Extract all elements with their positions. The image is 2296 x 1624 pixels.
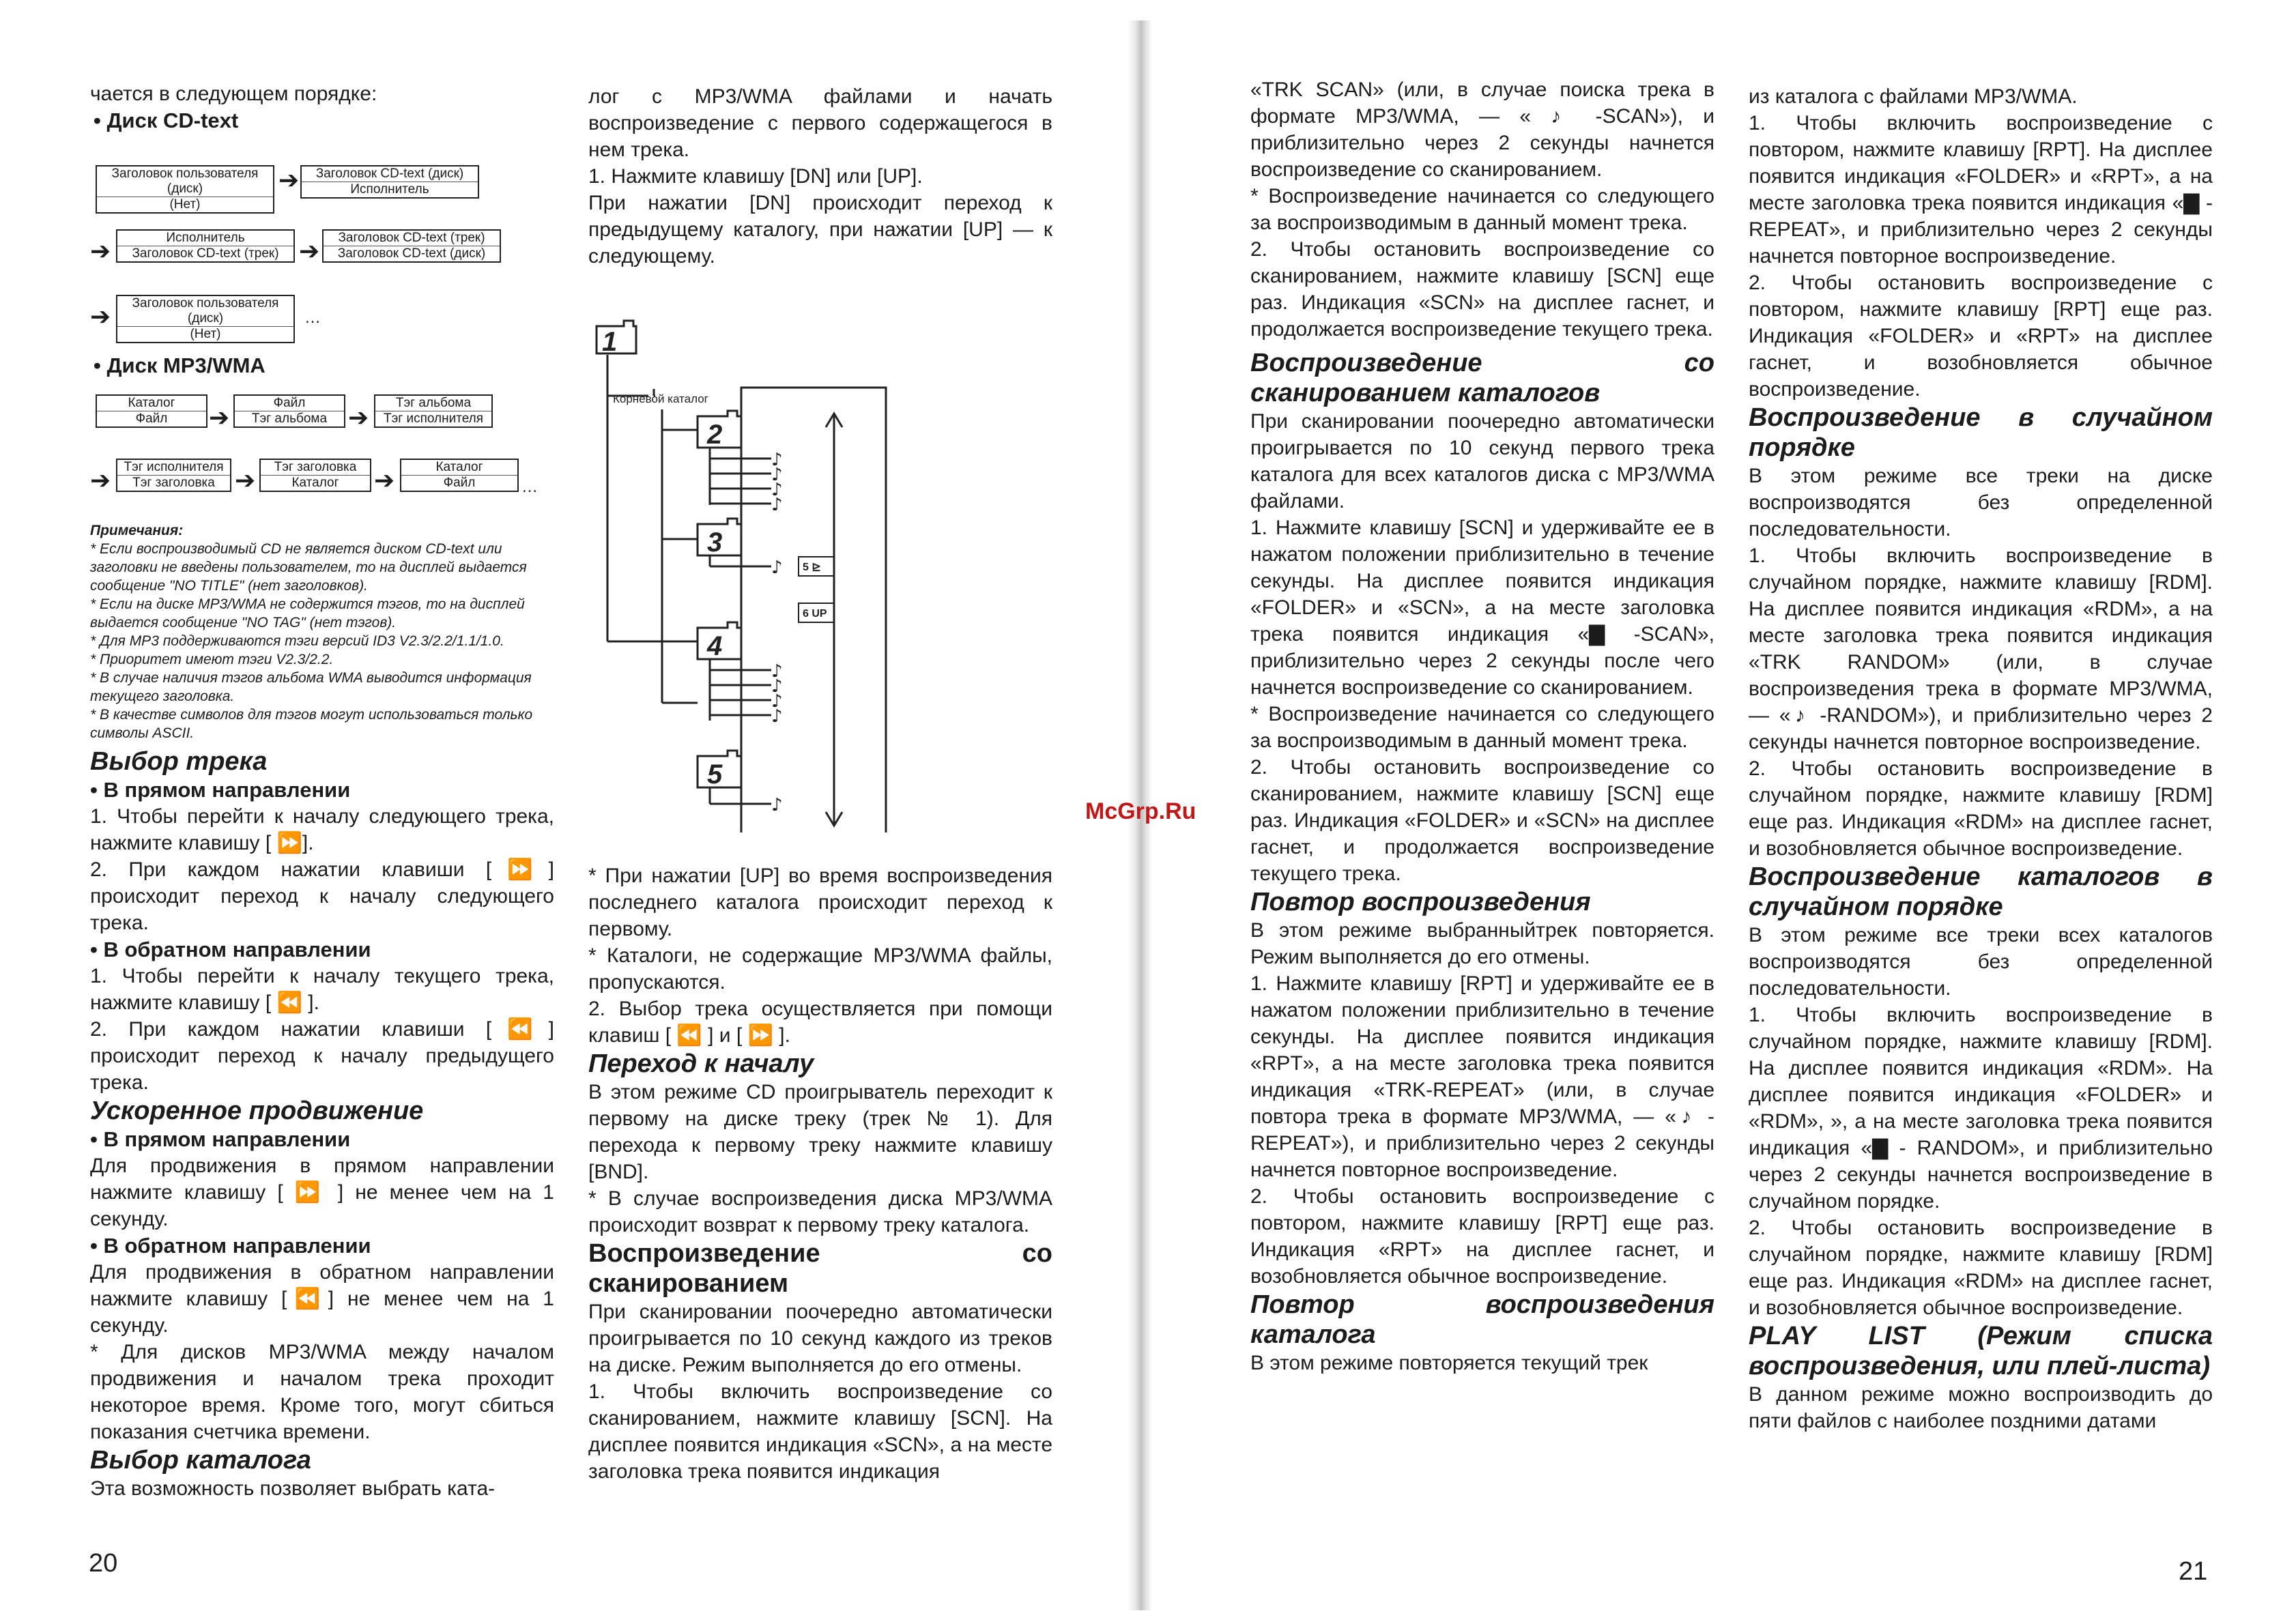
mp3-heading: • Диск MP3/WMA: [94, 353, 266, 377]
paragraph: * Каталоги, не содержащие MP3/WMA файлы, пропускаются.: [588, 944, 1052, 994]
notes-block: [90, 521, 554, 742]
flow-box: Заголовок CD-text (трек) Заголовок CD-text (диск): [322, 229, 501, 263]
paragraph: Для продвижения в прямом направлении нажмите клавишу [ ⏩ ] не менее чем на 1 секунду.: [90, 1155, 554, 1230]
music-note-icon: ♪: [771, 495, 783, 515]
music-note-icon: ♪: [771, 465, 783, 485]
paragraph: 1. Чтобы включить воспроизведение со сканированием, нажмите клавишу [SCN]. На дисплее появится индикация «SCN», а на месте заголовка трека появится индикация: [588, 1380, 1052, 1483]
up-button-label: 6 UP: [803, 608, 827, 620]
left-column-2-bottom: [588, 862, 1052, 1485]
music-note-icon: ♪: [771, 706, 783, 727]
paragraph: * В случае воспроизведения диска MP3/WMA происходит возврат к первому треку каталога.: [588, 1187, 1052, 1236]
arrow-right-icon: ➔: [299, 237, 320, 265]
music-note-icon: ♪: [771, 661, 783, 682]
flow-box: Тэг заголовка Каталог: [259, 459, 371, 492]
paragraph: При нажатии [DN] происходит переход к предыдущему каталогу, при нажатии [UP] — к следующему.: [588, 192, 1052, 267]
paragraph: чается в следующем порядке:: [90, 83, 377, 105]
flow-box: Заголовок CD-text (диск) Исполнитель: [300, 165, 479, 199]
section-heading: Воспроизведение со сканированием: [588, 1239, 1052, 1298]
music-note-icon: ♪: [771, 450, 783, 470]
note-item: * В качестве символов для тэгов могут использоваться только символы ASCII.: [90, 707, 533, 741]
music-note-icon: ♪: [771, 795, 783, 815]
flow-box: Тэг альбома Тэг исполнителя: [374, 394, 493, 428]
right-column-1: [1250, 76, 1714, 1376]
paragraph: Для продвижения в обратном направлении нажмите клавишу [⏪] не менее чем на 1 секунду.: [90, 1261, 554, 1337]
arrow-right-icon: ➔: [209, 403, 230, 431]
music-note-icon: ♪: [771, 691, 783, 712]
paragraph: 2. Чтобы остановить воспроизведение со сканированием, нажмите клавишу [SCN] еще раз. Индикация «FOLDER» и «SCN» на дисплее гаснет, и продолжается воспроизведение текущего трека.: [1250, 756, 1714, 885]
arrow-right-icon: ➔: [348, 403, 369, 431]
section-heading: Воспроизведение каталогов в случайном порядке: [1749, 862, 2213, 921]
music-note-icon: ♪: [771, 676, 783, 697]
notes-title: Примечания:: [90, 523, 184, 538]
section-heading: Переход к началу: [588, 1049, 814, 1078]
section-heading: Выбор каталога: [90, 1446, 311, 1475]
note-item: * Если на диске MP3/WMA не содержится тэгов, то на дисплей выдается сообщение "NO TAG" (нет тэгов).: [90, 596, 525, 630]
subheading: • В обратном направлении: [90, 1234, 371, 1258]
section-heading: Повтор воспроизведения каталога: [1250, 1290, 1714, 1349]
arrow-right-icon: ➔: [278, 166, 300, 194]
flow-box: Заголовок пользователя (диск) (Нет): [96, 165, 274, 214]
arrow-right-icon: ➔: [90, 302, 111, 330]
arrow-right-icon: ➔: [235, 466, 256, 494]
paragraph: 1. Чтобы перейти к началу следующего трека, нажмите клавишу [ ⏩].: [90, 805, 554, 854]
left-column-2-top: [588, 83, 1052, 270]
paragraph: * Воспроизведение начинается со следующего за воспроизводимым в данный момент трека.: [1250, 185, 1714, 234]
folder-number: 1: [602, 327, 618, 357]
paragraph: «TRK SCAN» (или, в случае поиска трека в формате MP3/WMA, — « ♪ -SCAN»), и приблизительно через 2 секунды начнется воспроизведение со сканированием.: [1250, 78, 1714, 181]
paragraph: В этом режиме все треки на диске воспроизводятся без определенной последовательности.: [1749, 465, 2213, 540]
note-item: * В случае наличия тэгов альбома WMA выводится информация текущего заголовка.: [90, 670, 532, 704]
watermark: McGrp.Ru: [1085, 798, 1196, 824]
cd-text-heading: • Диск CD-text: [94, 108, 239, 132]
right-column-2: [1749, 83, 2213, 1434]
paragraph: * При нажатии [UP] во время воспроизведения последнего каталога происходит переход к первому.: [588, 865, 1052, 940]
paragraph: 2. Чтобы остановить воспроизведение с повтором, нажмите клавишу [RPT] еще раз. Индикация «RPT» на дисплее гаснет, и возобновляется обычное воспроизведение.: [1250, 1185, 1714, 1288]
left-column-1: [90, 81, 554, 134]
subheading: • В прямом направлении: [90, 778, 351, 802]
section-heading: Воспроизведение в случайном порядке: [1749, 403, 2213, 462]
flow-box: Каталог Файл: [96, 394, 207, 428]
left-column-1-text: [90, 521, 554, 1502]
dn-button-label: 5 ⊵: [803, 562, 821, 573]
flow-box: Исполнитель Заголовок CD-text (трек): [116, 229, 295, 263]
ellipsis: …: [304, 308, 321, 327]
paragraph: В этом режиме CD проигрыватель переходит к первому на диске треку (трек № 1). Для перехода к первому треку нажмите клавишу [BND].: [588, 1081, 1052, 1183]
section-heading: Выбор трека: [90, 747, 268, 776]
paragraph: При сканировании поочередно автоматически проигрывается по 10 секунд первого трека каталога для всех каталогов диска с MP3/WMA файлами.: [1250, 410, 1714, 512]
paragraph: 1. Нажмите клавишу [SCN] и удерживайте ее в нажатом положении приблизительно в течение секунды. На дисплее появится индикация «FOLDER» и «SCN», а на месте заголовка трека появится индикация «▇ -SCAN», приблизительно через 2 секунды после чего начнется воспроизведение со сканированием.: [1250, 517, 1714, 699]
folder-tree-diagram: [587, 314, 996, 832]
paragraph: 2. Чтобы остановить воспроизведение в случайном порядке, нажмите клавишу [RDM] еще раз. Индикация «RDM» на дисплее гаснет, и возобновляется обычное воспроизведение.: [1749, 757, 2213, 860]
folder-number: 3: [707, 527, 723, 557]
folder-number: 4: [707, 631, 723, 661]
paragraph: * Воспроизведение начинается со следующего за воспроизводимым в данный момент трека.: [1250, 703, 1714, 752]
paragraph: В этом режиме все треки всех каталогов воспроизводятся без определенной последовательности.: [1749, 924, 2213, 1000]
note-item: * Для MP3 поддерживаются тэги версий ID3 V2.3/2.2/1.1/1.0.: [90, 633, 504, 649]
flow-box: Файл Тэг альбома: [233, 394, 345, 428]
paragraph: 2. Чтобы остановить воспроизведение со сканированием, нажмите клавишу [SCN] еще раз. Индикация «SCN» на дисплее гаснет, и продолжается воспроизведение текущего трека.: [1250, 238, 1714, 340]
arrow-right-icon: ➔: [90, 237, 111, 265]
paragraph: из каталога с файлами MP3/WMA.: [1749, 85, 2078, 108]
page-number: 20: [89, 1549, 118, 1578]
note-item: * Приоритет имеют тэги V2.3/2.2.: [90, 652, 334, 667]
paragraph: 2. Чтобы остановить воспроизведение в случайном порядке, нажмите клавишу [RDM] еще раз. Индикация «RDM» на дисплее гаснет, и возобновляется обычное воспроизведение.: [1749, 1217, 2213, 1319]
arrow-right-icon: ➔: [90, 466, 111, 494]
paragraph: 1. Нажмите клавишу [RPT] и удерживайте ее в нажатом положении приблизительно в течение секунды. На дисплее появится индикация «RPT», а на месте заголовка трека появится индикация «TRK-REPEAT» (или, в случае повтора трека в формате MP3/WMA, — «♪ -REPEAT»), и приблизительно через 2 секунды начнется повторное воспроизведение.: [1250, 972, 1714, 1181]
paragraph: * Для дисков MP3/WMA между началом продвижения и началом трека проходит некоторое время. Кроме того, могут сбиться показания счетчика времени.: [90, 1341, 554, 1443]
note-item: * Если воспроизводимый CD не является диском CD-text или заголовки не введены пользователем, то на дисплей выдается сообщение "NO TITLE" (нет заголовков).: [90, 541, 527, 594]
tree-connector: [662, 409, 698, 703]
paragraph: В этом режиме повторяется текущий трек: [1250, 1352, 1648, 1374]
paragraph: 1. Нажмите клавишу [DN] или [UP].: [588, 165, 923, 188]
paragraph: 1. Чтобы перейти к началу текущего трека, нажмите клавишу [ ⏪ ].: [90, 965, 554, 1014]
folder-number: 5: [707, 759, 723, 789]
paragraph: В этом режиме выбранныйтрек повторяется. Режим выполняется до его отмены.: [1250, 919, 1714, 968]
paragraph: 2. При каждом нажатии клавиши [⏪] происходит переход к началу предыдущего трека.: [90, 1018, 554, 1094]
paragraph: 2. Выбор трека осуществляется при помощи клавиш [ ⏪ ] и [ ⏩ ].: [588, 998, 1052, 1047]
section-heading: Воспроизведение со сканированием каталогов: [1250, 349, 1714, 407]
flow-box: Тэг исполнителя Тэг заголовка: [116, 459, 231, 492]
folder-number: 2: [707, 420, 723, 450]
subheading: • В прямом направлении: [90, 1127, 351, 1151]
music-note-icon: ♪: [771, 557, 783, 578]
flow-box: Каталог Файл: [400, 459, 519, 492]
section-heading: PLAY LIST (Режим списка воспроизведения, или плей-листа): [1749, 1322, 2213, 1380]
paragraph: 1. Чтобы включить воспроизведение с повтором, нажмите клавишу [RPT]. На дисплее появится индикация «FOLDER» и «RPT», а на месте заголовка трека появится индикация «▇ -REPEAT», и приблизительно через 2 секунды начнется повторное воспроизведение.: [1749, 112, 2213, 267]
section-heading: Ускоренное продвижение: [90, 1097, 424, 1125]
music-note-icon: ♪: [771, 480, 783, 500]
paragraph: В данном режиме можно воспроизводить до пяти файлов с наиболее поздними датами: [1749, 1383, 2213, 1432]
mp3-heading-block: [90, 352, 554, 379]
paragraph: 1. Чтобы включить воспроизведение в случайном порядке, нажмите клавишу [RDM]. На дисплее появится индикация «RDM», а на месте заголовка трека появится индикация «TRK RANDOM» (или, в случае воспроизведения трека в формате MP3/WMA, — «♪ -RANDOM»), и приблизительно через 2 секунды начнется повторное воспроизведение.: [1749, 545, 2213, 753]
paragraph: Эта возможность позволяет выбрать ката-: [90, 1477, 496, 1500]
paragraph: 1. Чтобы включить воспроизведение в случайном порядке, нажмите клавишу [RDM]. На дисплее появится индикация «RDM». На дисплее появится индикация «FOLDER» и «RDM», », а на месте заголовка трека появится индикация «▇ - RANDOM», и приблизительно через 2 секунды начнется воспроизведение в случайном порядке.: [1749, 1004, 2213, 1213]
paragraph: 2. При каждом нажатии клавиши [⏩] происходит переход к началу следующего трека.: [90, 858, 554, 934]
paragraph: 2. Чтобы остановить воспроизведение с повтором, нажмите клавишу [RPT] еще раз. Индикация «FOLDER» и «RPT» на дисплее гаснет, и возобновляется обычное воспроизведение.: [1749, 272, 2213, 401]
subheading: • В обратном направлении: [90, 938, 371, 961]
paragraph: лог с MP3/WMA файлами и начать воспроизведение с первого содержащегося в нем трека.: [588, 85, 1052, 161]
page-number: 21: [2179, 1557, 2208, 1586]
flow-box: Заголовок пользователя (диск) (Нет): [116, 295, 295, 343]
paragraph: При сканировании поочередно автоматически проигрывается по 10 секунд каждого из треков на диске. Режим выполняется до его отмены.: [588, 1301, 1052, 1376]
ellipsis: …: [521, 478, 538, 496]
root-folder-label: Корневой каталог: [613, 392, 708, 405]
arrow-right-icon: ➔: [374, 466, 395, 494]
section-heading: Повтор воспроизведения: [1250, 888, 1591, 916]
